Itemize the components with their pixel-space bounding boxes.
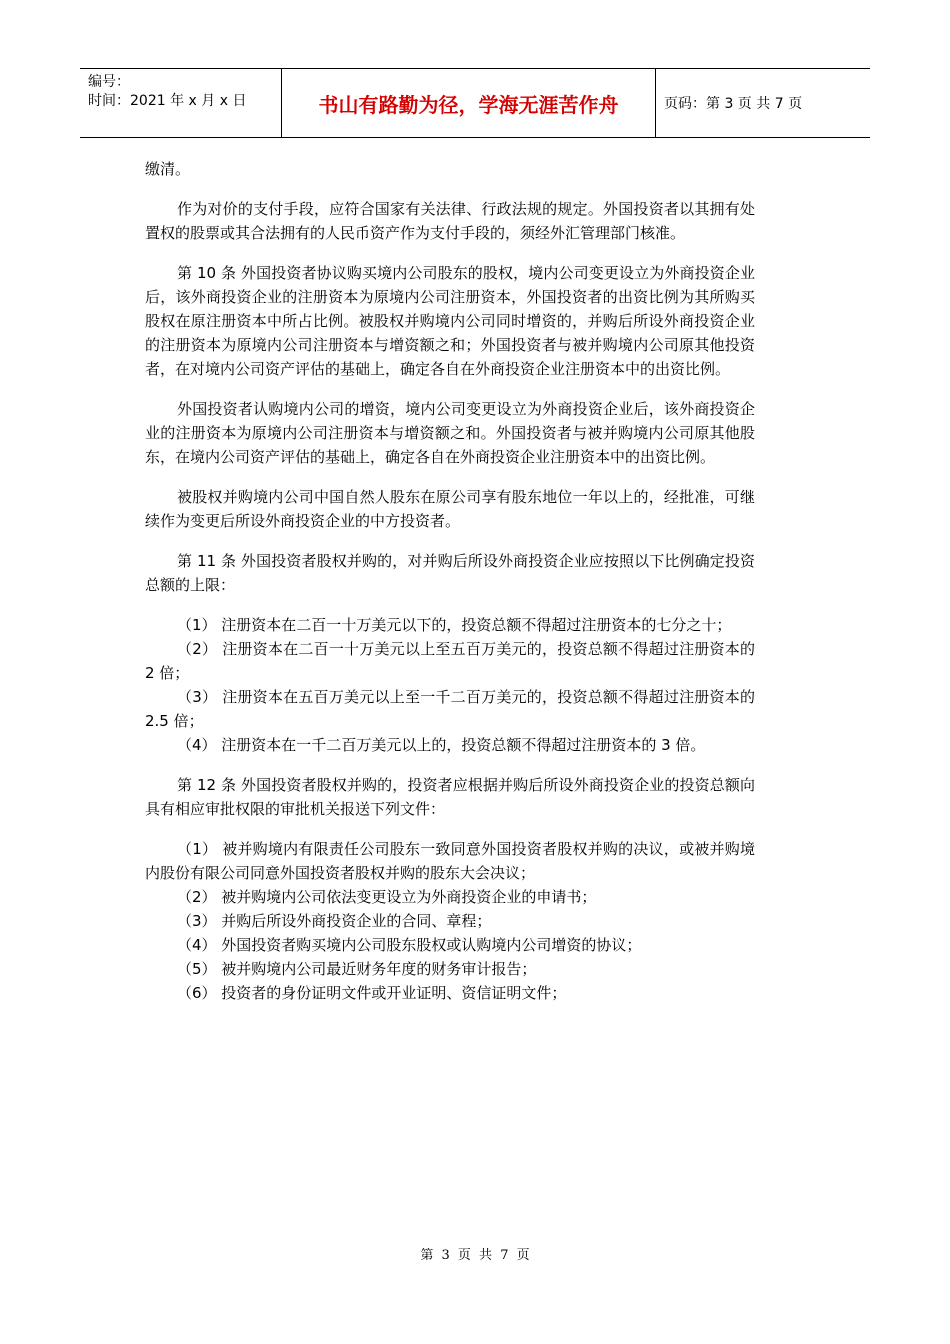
article-12-list (145, 837, 755, 1005)
list-item: （3） 并购后所设外商投资企业的合同、章程； (177, 912, 492, 930)
list-item: （3） 注册资本在五百万美元以上至一千二百万美元的，投资总额不得超过注册资本的 2.5 倍； (145, 688, 755, 730)
header-page-cell (656, 69, 870, 137)
article-10: 第 10 条 外国投资者协议购买境内公司股东的股权，境内公司变更设立为外商投资企业后，该外商投资企业的注册资本为原境内公司注册资本，外国投资者的出资比例为其所购买股权在原注册资本中所占比例。被股权并购境内公司同时增资的，并购后所设外商投资企业的注册资本为原境内公司注册资本与增资额之和；外国投资者与被并购境内公司原其他投资者，在对境内公司资产评估的基础上，确定各自在外商投资企业注册资本中的出资比例。 (145, 264, 755, 378)
page-footer: 第 3 页 共 7 页 (420, 1248, 530, 1263)
article-11-list (145, 613, 755, 757)
article-12: 第 12 条 外国投资者股权并购的，投资者应根据并购后所设外商投资企业的投资总额向具有相应审批权限的审批机关报送下列文件： (145, 776, 755, 818)
list-item: （2） 被并购境内公司依法变更设立为外商投资企业的申请书； (177, 888, 597, 906)
header-motto: 书山有路勤为径，学海无涯苦作舟 (318, 93, 619, 117)
document-number-label: 编号： (88, 74, 130, 90)
paragraph-natural-person-shareholder: 被股权并购境内公司中国自然人股东在原公司享有股东地位一年以上的，经批准，可继续作为变更后所设外商投资企业的中方投资者。 (145, 488, 755, 530)
list-item: （5） 被并购境内公司最近财务年度的财务审计报告； (177, 960, 537, 978)
list-item: （4） 外国投资者购买境内公司股东股权或认购境内公司增资的协议； (177, 936, 642, 954)
article-11: 第 11 条 外国投资者股权并购的，对并购后所设外商投资企业应按照以下比例确定投资总额的上限： (145, 552, 755, 594)
list-item: （6） 投资者的身份证明文件或开业证明、资信证明文件； (177, 984, 567, 1002)
list-item: （2） 注册资本在二百一十万美元以上至五百万美元的，投资总额不得超过注册资本的 2 倍； (145, 640, 755, 682)
list-item: （4） 注册资本在一千二百万美元以上的，投资总额不得超过注册资本的 3 倍。 (177, 736, 706, 754)
document-body (145, 157, 755, 1005)
header-meta-cell (80, 69, 282, 137)
paragraph-payment-means: 作为对价的支付手段，应符合国家有关法律、行政法规的规定。外国投资者以其拥有处置权的股票或其合法拥有的人民币资产作为支付手段的，须经外汇管理部门核准。 (145, 200, 755, 242)
list-item: （1） 注册资本在二百一十万美元以下的，投资总额不得超过注册资本的七分之十； (177, 616, 732, 634)
header-page-info: 页码：第 3 页 共 7 页 (664, 96, 803, 112)
page-header (80, 68, 870, 138)
header-motto-cell (282, 69, 656, 137)
list-item: （1） 被并购境内有限责任公司股东一致同意外国投资者股权并购的决议，或被并购境内股份有限公司同意外国投资者股权并购的股东大会决议； (145, 840, 755, 882)
paragraph-continuation: 缴清。 (145, 160, 191, 178)
document-date: 时间：2021 年 x 月 x 日 (88, 93, 247, 109)
paragraph-capital-increase: 外国投资者认购境内公司的增资，境内公司变更设立为外商投资企业后，该外商投资企业的注册资本为原境内公司注册资本与增资额之和。外国投资者与被并购境内公司原其他股东，在境内公司资产评估的基础上，确定各自在外商投资企业注册资本中的出资比例。 (145, 400, 755, 466)
